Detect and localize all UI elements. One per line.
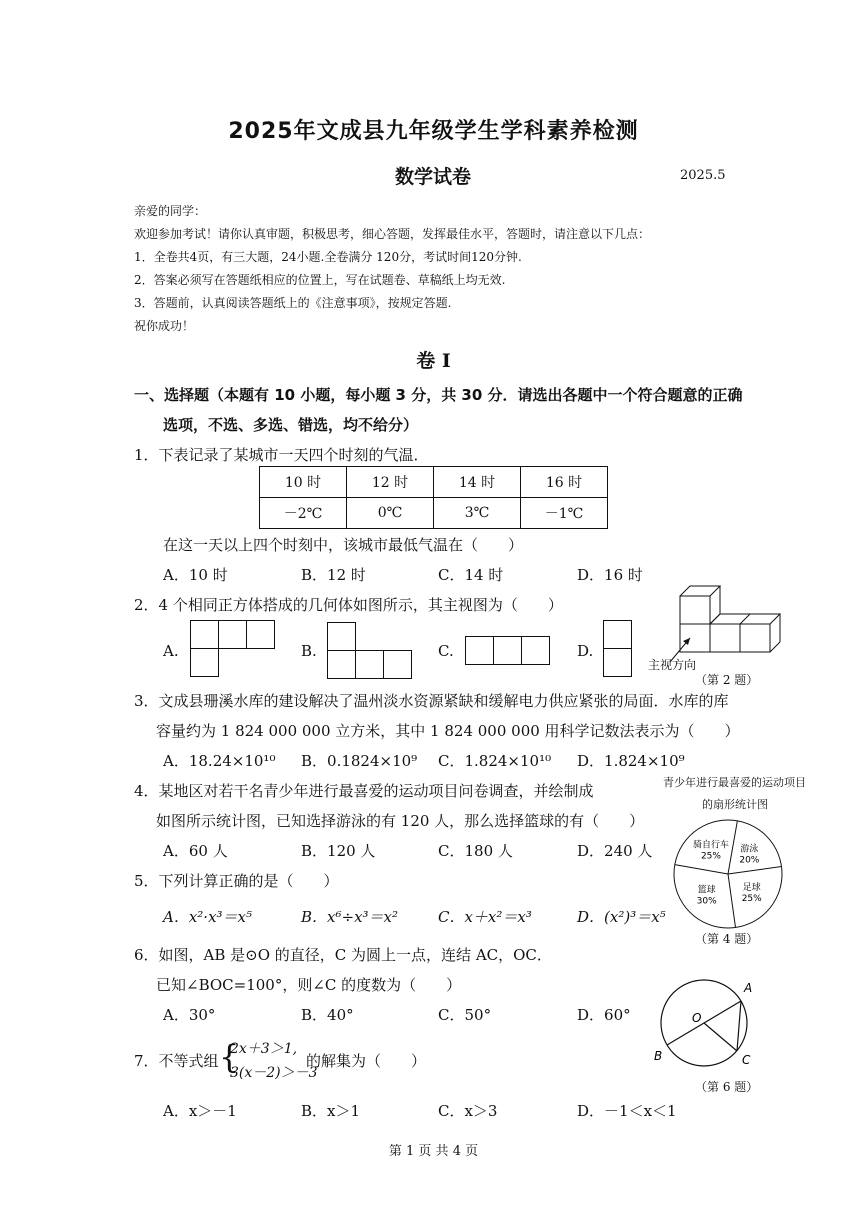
volume-heading: 卷 I bbox=[416, 350, 451, 372]
circle-figure bbox=[648, 978, 764, 1070]
table-cell: 12 时 bbox=[347, 467, 434, 498]
q4-option-a: A．60 人 bbox=[163, 842, 228, 860]
q4-option-d: D．240 人 bbox=[577, 842, 653, 860]
point-label-o: O bbox=[692, 1011, 702, 1025]
q2-option-b: B. bbox=[301, 642, 317, 660]
q6-option-b: B．40° bbox=[301, 1006, 354, 1024]
note-item-3: 3．答题前，认真阅读答题纸上的《注意事项》，按规定答题. bbox=[134, 296, 452, 310]
pie-value-label: 25% bbox=[741, 893, 762, 904]
q3-option-c: C．1.824×10¹⁰ bbox=[438, 752, 552, 770]
table-cell: 14 时 bbox=[434, 467, 521, 498]
q4-caption: （第 4 题） bbox=[695, 932, 759, 946]
view-direction-label: 主视方向 bbox=[648, 658, 697, 672]
exam-subtitle: 数学试卷 bbox=[395, 166, 472, 188]
note-item-2: 2．答案必须写在答题纸相应的位置上，写在试题卷、草稿纸上均无效. bbox=[134, 273, 506, 287]
pie-label: 骑自行车 bbox=[692, 840, 729, 851]
q5-option-b: B．x⁶÷x³＝x² bbox=[301, 908, 399, 926]
pie-slice-3 bbox=[728, 866, 781, 874]
note-closing: 祝你成功！ bbox=[134, 319, 195, 333]
table-cell: 3℃ bbox=[434, 498, 521, 529]
q5-option-c: C．x＋x²＝x³ bbox=[438, 908, 532, 926]
table-row bbox=[260, 498, 608, 529]
q6-line2: 已知∠BOC=100°，则∠C 的度数为（ ） bbox=[156, 976, 462, 994]
q1-option-b: B．12 时 bbox=[301, 566, 366, 584]
note-greeting: 亲爱的同学： bbox=[134, 204, 207, 218]
note-item-1: 1．全卷共4页，有三大题，24小题.全卷满分 120分，考试时间120分钟. bbox=[134, 250, 522, 264]
q4-line1: 4．某地区对若干名青少年进行最喜爱的运动项目问卷调查，并绘制成 bbox=[134, 782, 594, 800]
q4-line2: 如图所示统计图，已知选择游泳的有 120 人，那么选择篮球的有（ ） bbox=[156, 812, 645, 830]
q2-option-d: D. bbox=[577, 642, 594, 660]
point-label-b: B bbox=[654, 1049, 663, 1063]
q1-stem: 1．下表记录了某城市一天四个时刻的气温． bbox=[134, 446, 429, 464]
q7-system-line2: 3(x－2)＞－3 bbox=[230, 1065, 318, 1081]
q7-option-d: D．－1＜x＜1 bbox=[577, 1102, 677, 1120]
chart-title-line2: 的扇形统计图 bbox=[702, 798, 768, 811]
pie-value-label: 25% bbox=[700, 851, 721, 862]
table-row bbox=[260, 467, 608, 498]
q6-option-d: D．60° bbox=[577, 1006, 631, 1024]
point-label-a: A bbox=[744, 981, 753, 995]
q2-option-a: A. bbox=[163, 642, 179, 660]
q6-caption: （第 6 题） bbox=[695, 1080, 759, 1094]
q7-option-c: C．x＞3 bbox=[438, 1102, 498, 1120]
q1-option-a: A．10 时 bbox=[163, 566, 228, 584]
system-brace: { bbox=[219, 1038, 240, 1076]
exam-date: 2025.5 bbox=[680, 168, 726, 183]
q2-stem: 2．4 个相同正方体搭成的几何体如图所示，其主视图为（ ） bbox=[134, 596, 563, 614]
section-heading-line2: 选项，不选、多选、错选，均不给分） bbox=[163, 416, 419, 434]
note-welcome: 欢迎参加考试！请你认真审题，积极思考，细心答题，发挥最佳水平，答题时，请注意以下几点： bbox=[134, 227, 651, 241]
q7-option-a: A．x＞－1 bbox=[163, 1102, 237, 1120]
q3-option-b: B．0.1824×10⁹ bbox=[301, 752, 418, 770]
pie-label: 篮球 bbox=[697, 885, 716, 896]
q2-option-c: C. bbox=[438, 642, 454, 660]
section-heading-line1: 一、选择题（本题有 10 小题，每小题 3 分，共 30 分．请选出各题中一个符合题意的正确 bbox=[134, 386, 743, 404]
q3-line2: 容量约为 1 824 000 000 立方米，其中 1 824 000 000 用科学记数法表示为（ ） bbox=[156, 722, 740, 740]
q3-option-d: D．1.824×10⁹ bbox=[577, 752, 685, 770]
table-cell: 10 时 bbox=[260, 467, 347, 498]
q2-caption: （第 2 题） bbox=[695, 673, 759, 687]
table-cell: 16 时 bbox=[521, 467, 608, 498]
q3-line1: 3．文成县珊溪水库的建设解决了温州淡水资源紧缺和缓解电力供应紧张的局面．水库的库 bbox=[134, 692, 729, 710]
q1-question: 在这一天以上四个时刻中，该城市最低气温在（ ） bbox=[163, 536, 524, 554]
table-cell: －2℃ bbox=[260, 498, 347, 529]
table-cell: 0℃ bbox=[347, 498, 434, 529]
q5-stem: 5．下列计算正确的是（ ） bbox=[134, 872, 339, 890]
point-label-c: C bbox=[742, 1053, 751, 1067]
q5-option-d: D．(x²)³＝x⁵ bbox=[577, 908, 666, 926]
q5-option-a: A．x²·x³＝x⁵ bbox=[163, 908, 253, 926]
q7-option-b: B．x＞1 bbox=[301, 1102, 361, 1120]
pie-slice-4 bbox=[728, 874, 736, 927]
sports-pie-chart bbox=[668, 814, 788, 934]
q4-option-b: B．120 人 bbox=[301, 842, 376, 860]
q6-option-a: A．30° bbox=[163, 1006, 216, 1024]
q7-suffix: 的解集为（ ） bbox=[306, 1052, 427, 1070]
pie-label: 游泳 bbox=[740, 844, 759, 855]
q4-option-c: C．180 人 bbox=[438, 842, 513, 860]
temperature-table bbox=[259, 466, 608, 529]
exam-title: 2025年文成县九年级学生学科素养检测 bbox=[228, 119, 639, 144]
pie-slice-1 bbox=[675, 865, 728, 874]
pie-label: 足球 bbox=[742, 882, 761, 893]
pie-slice-2 bbox=[728, 821, 737, 874]
q3-option-a: A．18.24×10¹⁰ bbox=[163, 752, 276, 770]
q7-system-line1: 2x＋3＞1, bbox=[230, 1041, 298, 1057]
pie-value-label: 20% bbox=[739, 855, 760, 866]
pie-value-label: 30% bbox=[696, 896, 717, 907]
chart-title-line1: 青少年进行最喜爱的运动项目 bbox=[663, 776, 806, 789]
page-footer: 第 1 页 共 4 页 bbox=[388, 1144, 479, 1159]
q7-prefix: 7．不等式组 bbox=[134, 1052, 219, 1070]
q6-line1: 6．如图，AB 是⊙O 的直径，C 为圆上一点，连结 AC，OC． bbox=[134, 946, 552, 964]
q6-option-c: C．50° bbox=[438, 1006, 492, 1024]
q1-option-c: C．14 时 bbox=[438, 566, 504, 584]
table-cell: －1℃ bbox=[521, 498, 608, 529]
q1-option-d: D．16 时 bbox=[577, 566, 643, 584]
